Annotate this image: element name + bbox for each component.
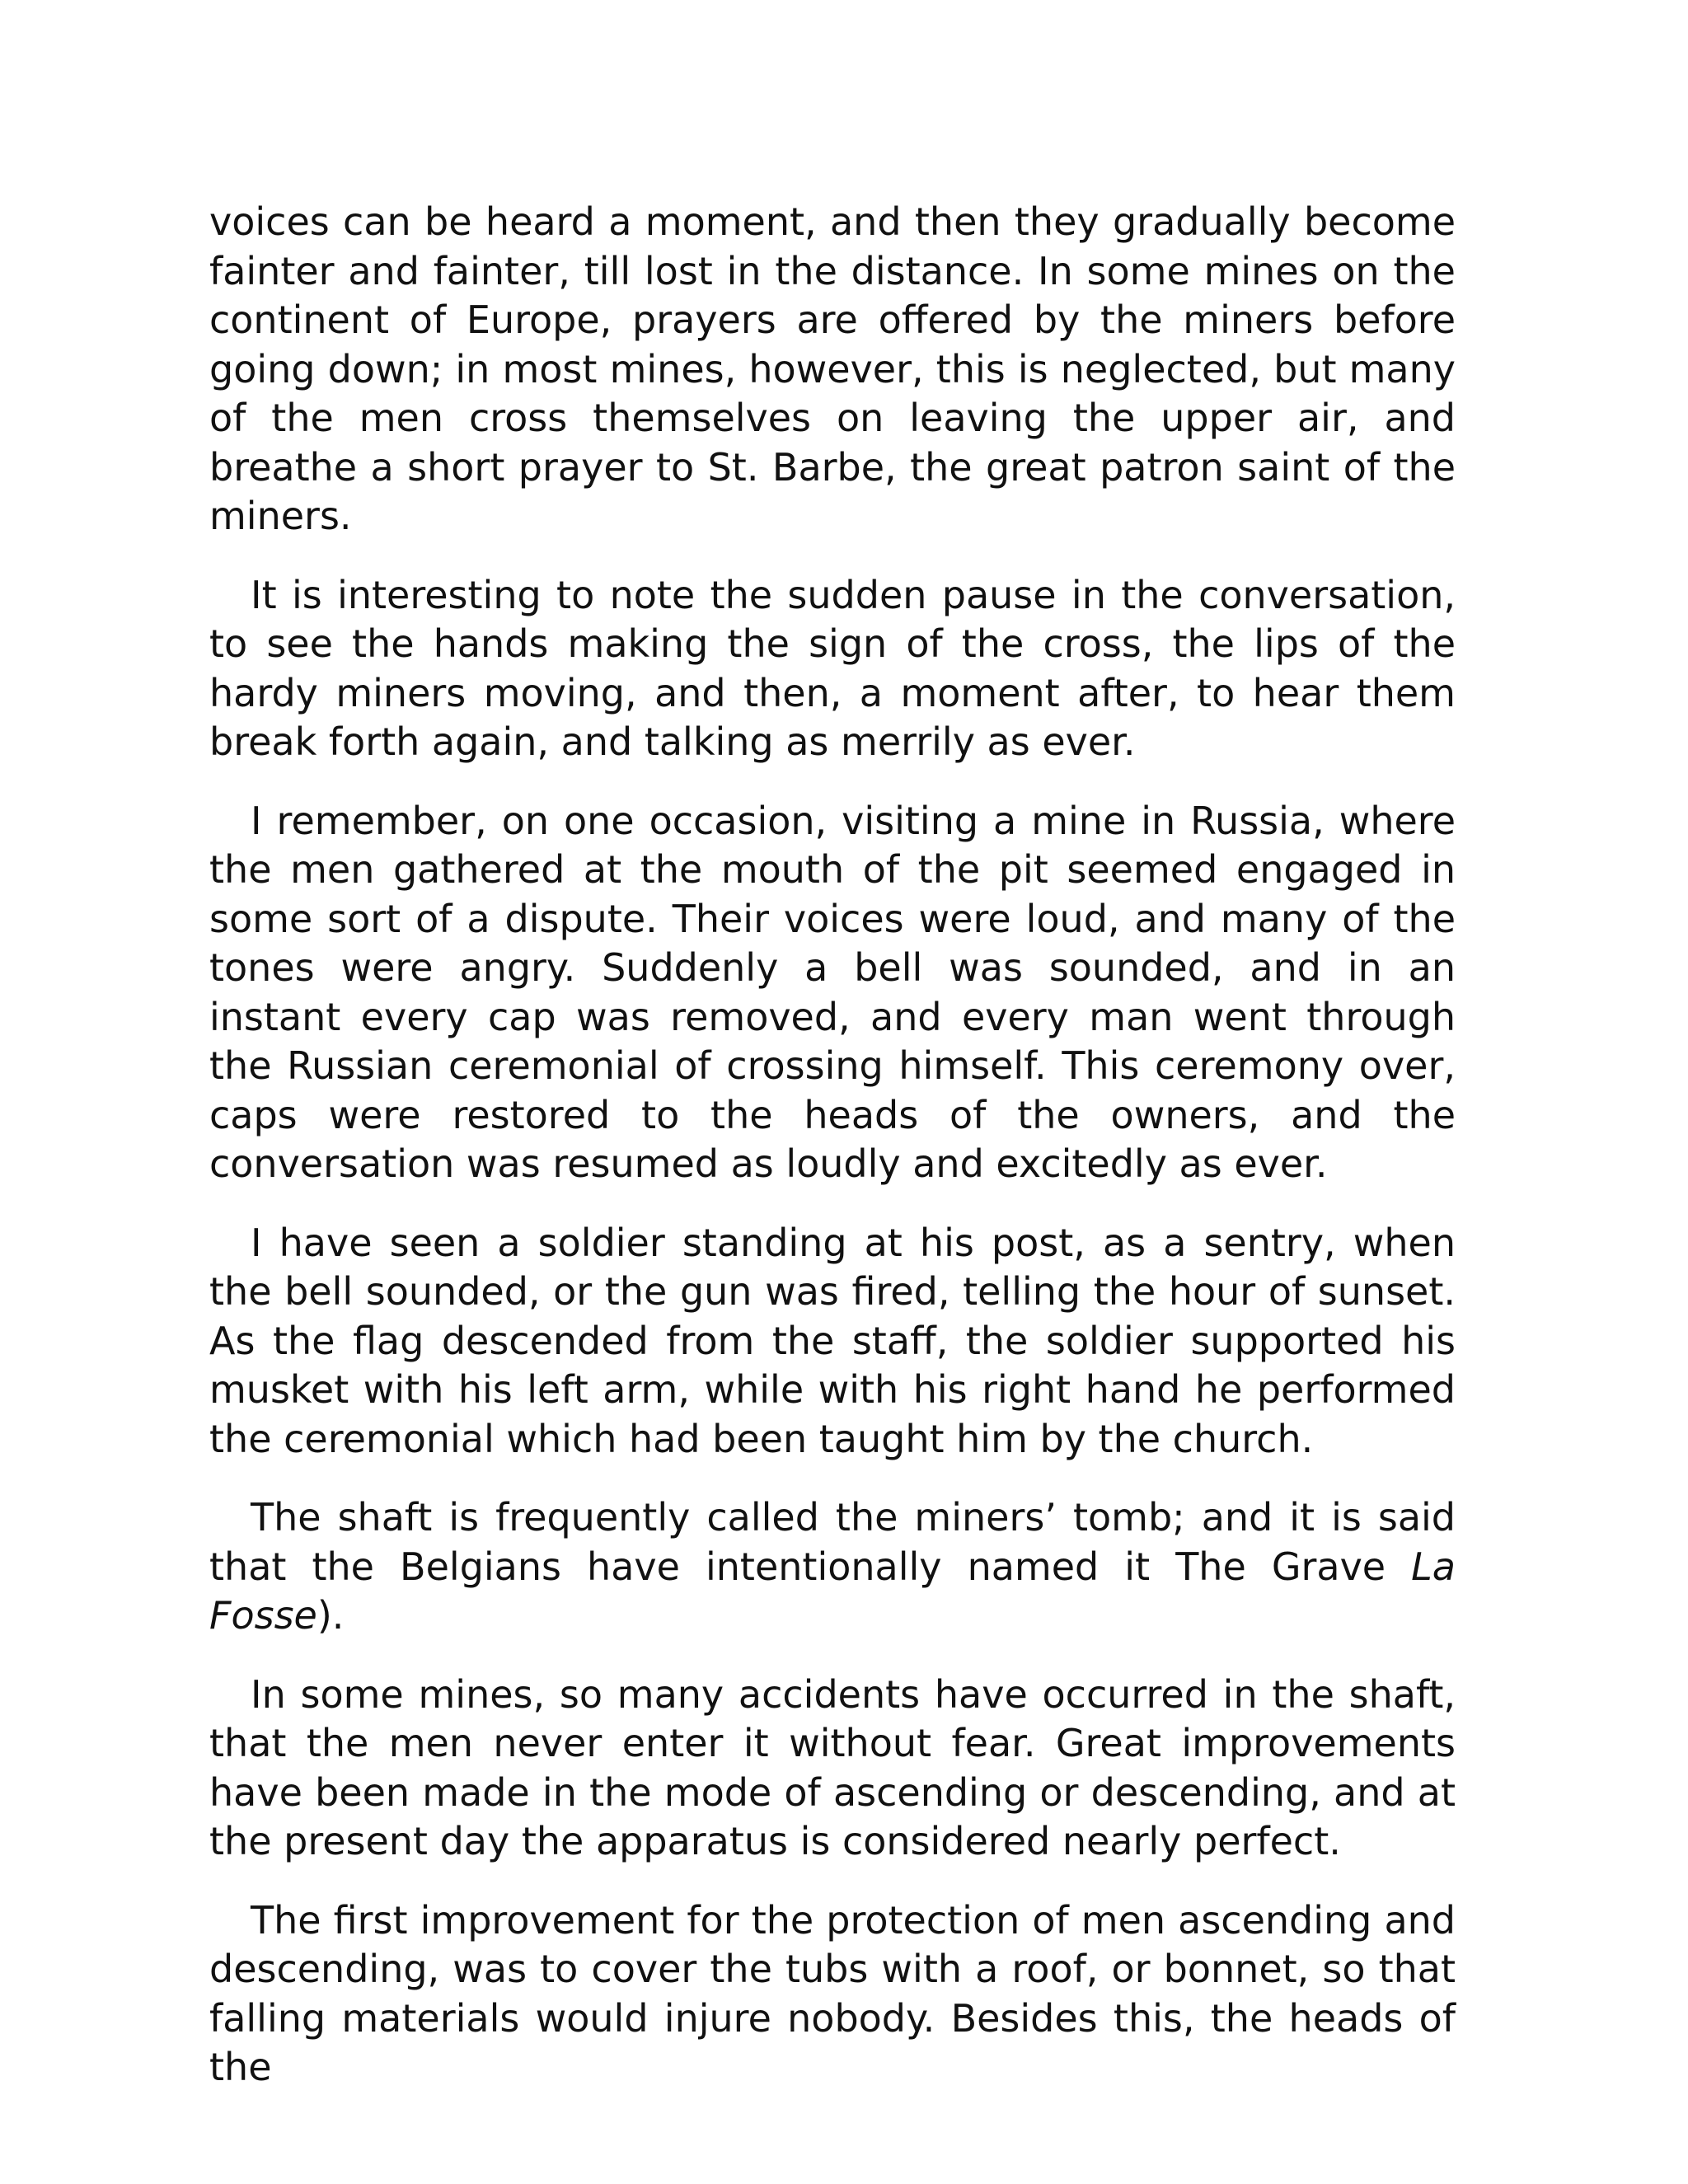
paragraph (209, 1493, 1456, 1641)
page-body (209, 198, 1456, 2093)
paragraph: The first improvement for the protection of men ascending and descending, was to cover the tubs with a roof, or bonnet, so that falling materials would injure nobody. Besides this, the heads of the (209, 1897, 1456, 2089)
paragraph: I remember, on one occasion, visiting a mine in Russia, where the men gathered at the mouth of the pit seemed engaged in some sort of a dispute. Their voices were loud, and many of the tones were angry. Suddenly a bell was sounded, and in an instant every cap was removed, and every man went through the Russian ceremonial of crossing himself. This ceremony over, caps were restored to the heads of the owners, and the conversation was resumed as loudly and excitedly as ever. (209, 798, 1456, 1186)
paragraph: voices can be heard a moment, and then they gradually become fainter and fainter, till lost in the distance. In some mines on the continent of Europe, prayers are offered by the miners before going down; in most mines, however, this is neglected, but many of the men cross themselves on leaving the upper air, and breathe a short prayer to St. Barbe, the great patron saint of the miners. (209, 199, 1456, 538)
paragraph-text: ). (316, 1593, 345, 1638)
paragraph: It is interesting to note the sudden pause in the conversation, to see the hands making the sign of the cross, the lips of the hardy miners moving, and then, a moment after, to hear them break forth again, and talking as merrily as ever. (209, 572, 1456, 764)
italic-term: La Fosse (209, 1544, 1456, 1638)
paragraph: In some mines, so many accidents have occurred in the shaft, that the men never enter it without fear. Great improvements have been made in the mode of ascending or descending, and at the present day the apparatus is considered nearly perfect. (209, 1671, 1456, 1863)
paragraph-text: The shaft is frequently called the miners’ tomb; and it is said that the Belgians have intentionally named it The Grave (209, 1495, 1456, 1589)
paragraph: I have seen a soldier standing at his post, as a sentry, when the bell sounded, or the gun was fired, telling the hour of sunset. As the flag descended from the staff, the soldier supported his musket with his left arm, while with his right hand he performed the ceremonial which had been taught him by the church. (209, 1220, 1456, 1461)
